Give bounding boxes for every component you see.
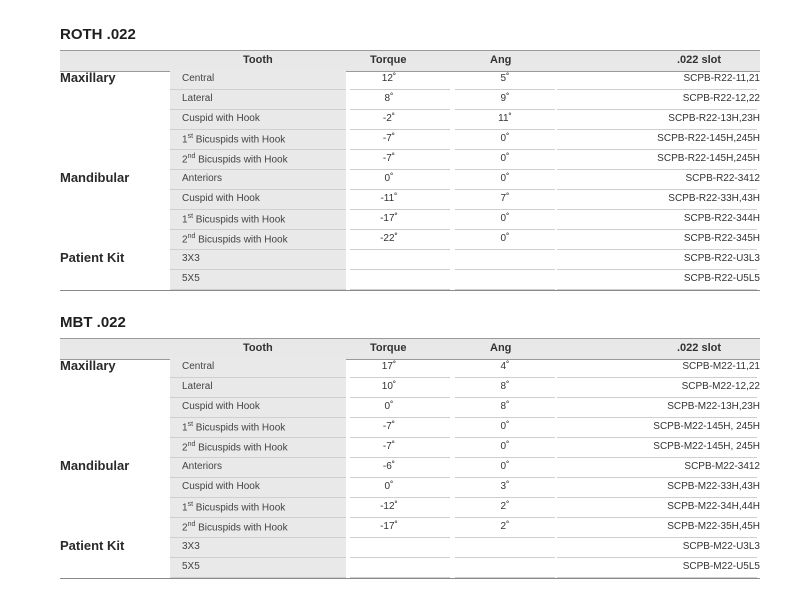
row-group-label: Maxillary	[60, 70, 116, 85]
table-row	[60, 458, 760, 478]
ang-value: 0˚	[500, 133, 510, 144]
tooth-name	[182, 521, 288, 533]
slot-code: SCPB-M22-35H,45H	[667, 521, 760, 532]
col-torque-header: Torque	[370, 342, 407, 354]
torque-value: 0˚	[384, 401, 394, 412]
torque-value: -7˚	[382, 133, 396, 144]
tooth-name: Central	[182, 361, 215, 372]
tooth-name	[182, 153, 288, 165]
col-tooth-header: Tooth	[243, 54, 273, 66]
table-row	[60, 418, 760, 438]
ordinal-suffix: nd	[187, 153, 196, 160]
row-group-label: Mandibular	[60, 458, 130, 473]
slot-code: SCPB-M22-11,21	[682, 361, 760, 372]
table-row	[60, 150, 760, 170]
torque-value: 0˚	[384, 173, 394, 184]
ordinal-number: 2	[182, 234, 188, 246]
slot-code: SCPB-M22-U3L3	[682, 541, 760, 552]
table-header	[60, 50, 760, 72]
tooth-name: Central	[182, 73, 215, 84]
ang-value: 0˚	[500, 441, 510, 452]
table-row	[60, 538, 760, 558]
tooth-name: 5X5	[182, 273, 200, 284]
slot-code: SCPB-M22-33H,43H	[667, 481, 760, 492]
table-row	[60, 498, 760, 518]
ang-value: 0˚	[500, 153, 510, 164]
row-group-label: Patient Kit	[60, 250, 125, 265]
table-row	[60, 110, 760, 130]
ordinal-number: 2	[182, 522, 188, 534]
ordinal-number: 1	[182, 134, 188, 146]
ang-value: 0˚	[500, 461, 510, 472]
table-bottom-rule	[60, 290, 760, 291]
table-row	[60, 378, 760, 398]
tooth-name: 5X5	[182, 561, 200, 572]
torque-value: 17˚	[381, 361, 397, 372]
ordinal-suffix: st	[187, 421, 194, 428]
table-row	[60, 70, 760, 90]
section-title: MBT .022	[60, 314, 126, 331]
torque-value: 10˚	[381, 381, 397, 392]
ang-value: 0˚	[500, 213, 510, 224]
row-group-label: Mandibular	[60, 170, 130, 185]
tooth-name	[182, 233, 288, 245]
ordinal-number: 2	[182, 154, 188, 166]
slot-code: SCPB-M22-145H, 245H	[653, 421, 760, 432]
ordinal-suffix: st	[187, 213, 194, 220]
col-slot-header: .022 slot	[677, 342, 722, 354]
torque-value: -17˚	[380, 521, 398, 532]
ang-value: 5˚	[500, 73, 510, 84]
torque-value: -12˚	[380, 501, 398, 512]
slot-code: SCPB-M22-34H,44H	[667, 501, 760, 512]
tooth-name-text: Bicuspids with Hook	[193, 422, 286, 434]
ang-value: 2˚	[500, 501, 510, 512]
ordinal-number: 2	[182, 442, 188, 454]
tooth-name	[182, 501, 285, 513]
table-row	[60, 230, 760, 250]
torque-value: -7˚	[382, 441, 396, 452]
ordinal-suffix: nd	[187, 521, 196, 528]
slot-code: SCPB-M22-145H, 245H	[653, 441, 760, 452]
torque-value: -17˚	[380, 213, 398, 224]
slot-code: SCPB-R22-3412	[685, 173, 760, 184]
table-row	[60, 478, 760, 498]
slot-code: SCPB-M22-12,22	[681, 381, 760, 392]
tooth-name: Cuspid with Hook	[182, 193, 260, 204]
tooth-name: 3X3	[182, 541, 200, 552]
tooth-name	[182, 441, 288, 453]
row-group-label: Maxillary	[60, 358, 116, 373]
slot-code: SCPB-R22-145H,245H	[657, 133, 760, 144]
slot-code: SCPB-M22-U5L5	[682, 561, 760, 572]
slot-code: SCPB-R22-U5L5	[683, 273, 760, 284]
tooth-name: Lateral	[182, 381, 213, 392]
slot-code: SCPB-R22-12,22	[682, 93, 760, 104]
slot-code: SCPB-R22-U3L3	[683, 253, 760, 264]
tooth-name-text: Bicuspids with Hook	[193, 502, 286, 514]
table-row	[60, 270, 760, 290]
ordinal-number: 1	[182, 502, 188, 514]
ang-value: 11˚	[498, 113, 512, 124]
tooth-name-text: Bicuspids with Hook	[195, 234, 288, 246]
ang-value: 8˚	[500, 401, 510, 412]
table-row	[60, 210, 760, 230]
ang-value: 9˚	[500, 93, 510, 104]
tooth-name: Lateral	[182, 93, 213, 104]
table-row	[60, 398, 760, 418]
torque-value: 12˚	[381, 73, 397, 84]
col-ang-header: Ang	[490, 54, 512, 66]
ordinal-suffix: st	[187, 501, 194, 508]
ordinal-suffix: st	[187, 133, 194, 140]
ang-value: 4˚	[500, 361, 510, 372]
tooth-name: Anteriors	[182, 173, 223, 184]
slot-code: SCPB-R22-345H	[683, 233, 760, 244]
tooth-name: Cuspid with Hook	[182, 113, 260, 124]
tooth-name: Cuspid with Hook	[182, 401, 260, 412]
ang-value: 0˚	[500, 173, 510, 184]
table-header	[60, 338, 760, 360]
col-slot-header: .022 slot	[677, 54, 722, 66]
table-row	[60, 558, 760, 578]
slot-code: SCPB-R22-11,21	[683, 73, 760, 84]
slot-code: SCPB-M22-13H,23H	[667, 401, 760, 412]
col-torque-header: Torque	[370, 54, 407, 66]
section-title: ROTH .022	[60, 26, 136, 43]
tooth-name-text: Bicuspids with Hook	[195, 154, 288, 166]
slot-code: SCPB-R22-344H	[683, 213, 760, 224]
ordinal-number: 1	[182, 422, 188, 434]
table-row	[60, 438, 760, 458]
ang-value: 0˚	[500, 421, 510, 432]
tooth-name	[182, 421, 285, 433]
slot-code: SCPB-R22-13H,23H	[668, 113, 760, 124]
slot-code: SCPB-R22-33H,43H	[668, 193, 760, 204]
torque-value: 0˚	[384, 481, 394, 492]
torque-value: -2˚	[382, 113, 396, 124]
ang-value: 2˚	[500, 521, 510, 532]
roth-section	[60, 26, 760, 296]
row-group-label: Patient Kit	[60, 538, 125, 553]
slot-code: SCPB-M22-3412	[684, 461, 760, 472]
torque-value: -11˚	[380, 193, 398, 204]
ordinal-suffix: nd	[187, 441, 196, 448]
table-row	[60, 190, 760, 210]
tooth-name-text: Bicuspids with Hook	[195, 522, 288, 534]
torque-value: -7˚	[382, 153, 396, 164]
tooth-name-text: Bicuspids with Hook	[193, 134, 286, 146]
table-bottom-rule	[60, 578, 760, 579]
tooth-name: Cuspid with Hook	[182, 481, 260, 492]
torque-value: -7˚	[382, 421, 396, 432]
table-row	[60, 90, 760, 110]
ordinal-number: 1	[182, 214, 188, 226]
torque-value: 8˚	[384, 93, 394, 104]
tooth-name: 3X3	[182, 253, 200, 264]
ang-value: 8˚	[500, 381, 510, 392]
table-row	[60, 170, 760, 190]
table-row	[60, 250, 760, 270]
table-row	[60, 130, 760, 150]
tooth-name-text: Bicuspids with Hook	[193, 214, 286, 226]
ang-value: 3˚	[500, 481, 510, 492]
torque-value: -22˚	[380, 233, 398, 244]
tooth-name	[182, 213, 285, 225]
mbt-section	[60, 314, 760, 584]
table-row	[60, 518, 760, 538]
tooth-name-text: Bicuspids with Hook	[195, 442, 288, 454]
tooth-name	[182, 133, 285, 145]
ang-value: 0˚	[500, 233, 510, 244]
table-row	[60, 358, 760, 378]
col-ang-header: Ang	[490, 342, 512, 354]
slot-code: SCPB-R22-145H,245H	[657, 153, 760, 164]
col-tooth-header: Tooth	[243, 342, 273, 354]
torque-value: -6˚	[382, 461, 396, 472]
ang-value: 7˚	[500, 193, 510, 204]
tooth-name: Anteriors	[182, 461, 223, 472]
ordinal-suffix: nd	[187, 233, 196, 240]
